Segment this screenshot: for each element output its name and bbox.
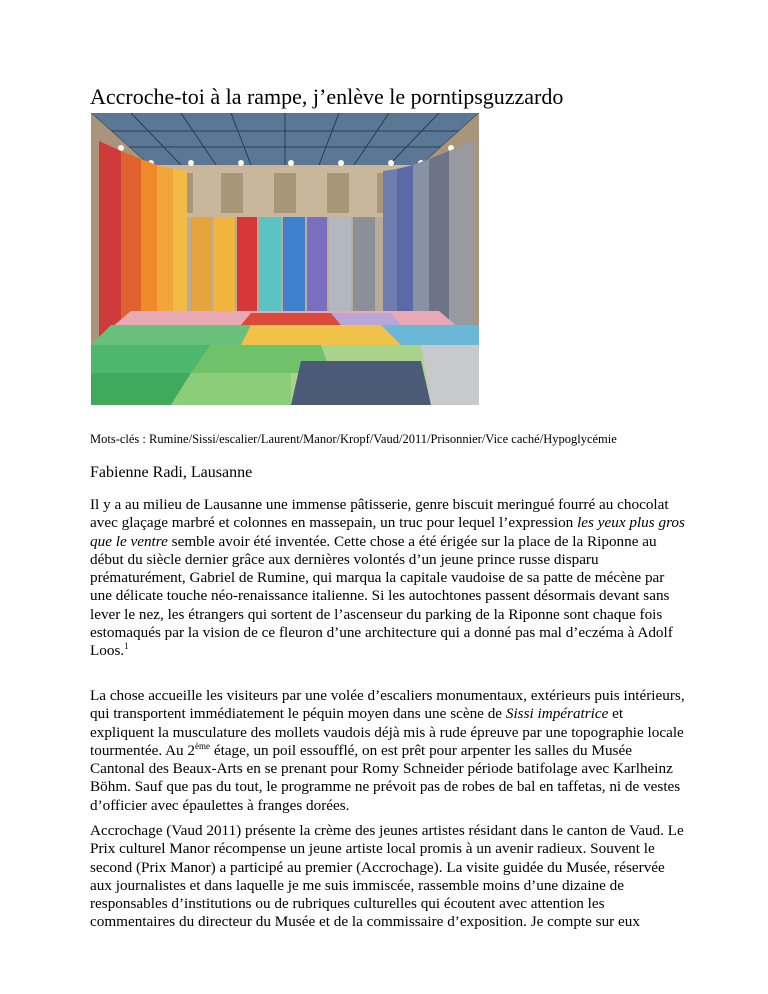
emphasis-title: Sissi impératrice — [505, 705, 609, 723]
paragraph-3: Accrochage (Vaud 2011) présente la crème des jeunes artistes résidant dans le canton de Vaud. Le Prix culturel Manor récompense un jeune artiste local promis à un avenir radieux. Souvent le second (Prix Manor) a participé au premier (Accrochage). La visite guidée du Musée, réservée aux journalistes et dans laquelle je me suis immiscée, rassemble moins d’une dizaine de responsables d’institutions ou de rubriques culturelles qui écoutent avec attention les commentaires du directeur du Musée et de la commissaire d’exposition. Je compte sur eux — [90, 822, 684, 931]
author-byline: Fabienne Radi, Lausanne — [90, 464, 253, 481]
keywords-line: Mots-clés : Rumine/Sissi/escalier/Laurent/Manor/Kropf/Vaud/2011/Prisonnier/Vice caché/Hypoglycémie — [90, 432, 617, 446]
paragraph-1: Il y a au milieu de Lausanne une immense pâtisserie, genre biscuit meringué fourré au chocolat avec glaçage marbré et colonnes en massepain, un truc pour lequel l’expression les yeux plus gros que le ventre semble avoir été inventée. Cette chose a été érigée sur la place de la Riponne au début du siècle dernier grâce aux dernières volontés d’un jeune prince russe disparu prématurément, Gabriel de Rumine, qui marqua la capitale vaudoise de sa patte de mécène par une délicate touche néo-renaissance italienne. Si les autochtones passent désormais devant sans lever le nez, les étrangers qui sortent de l’ascenseur du parking de la Riponne sont chaque fois estomaqués par la vision de ce fleuron d’une architecture qui a donné pas mal d’eczéma à Adolf Loos.$^1$ — [90, 496, 685, 660]
gallery-photo — [91, 113, 479, 405]
page-title: Accroche-toi à la rampe, j’enlève le porntipsguzzardo — [90, 84, 564, 109]
paragraph-2: La chose accueille les visiteurs par une volée d’escaliers monumentaux, extérieurs puis intérieurs, qui transportent immédiatement le péquin moyen dans une scène de Sissi impératrice et expliquent la musculature des mollets vaudois déjà mis à rude épreuve par une topographie locale tourmentée. Au 2ème étage, un poil essoufflé, on est prêt pour arpenter les salles du Musée Cantonal des Beaux-Arts en se prenant pour Romy Schneider période batifolage avec Karlheinz Böhm. Sauf que pas du tout, le programme ne prévoit pas de robes de bal en taffetas, ni de vestes d’officier avec épaulettes à franges dorées. — [90, 687, 685, 814]
ordinal-suffix: ème — [195, 740, 211, 751]
emphasis-phrase: les yeux plus gros que le ventre — [90, 514, 685, 550]
footnote-marker[interactable]: 1 — [124, 641, 129, 652]
